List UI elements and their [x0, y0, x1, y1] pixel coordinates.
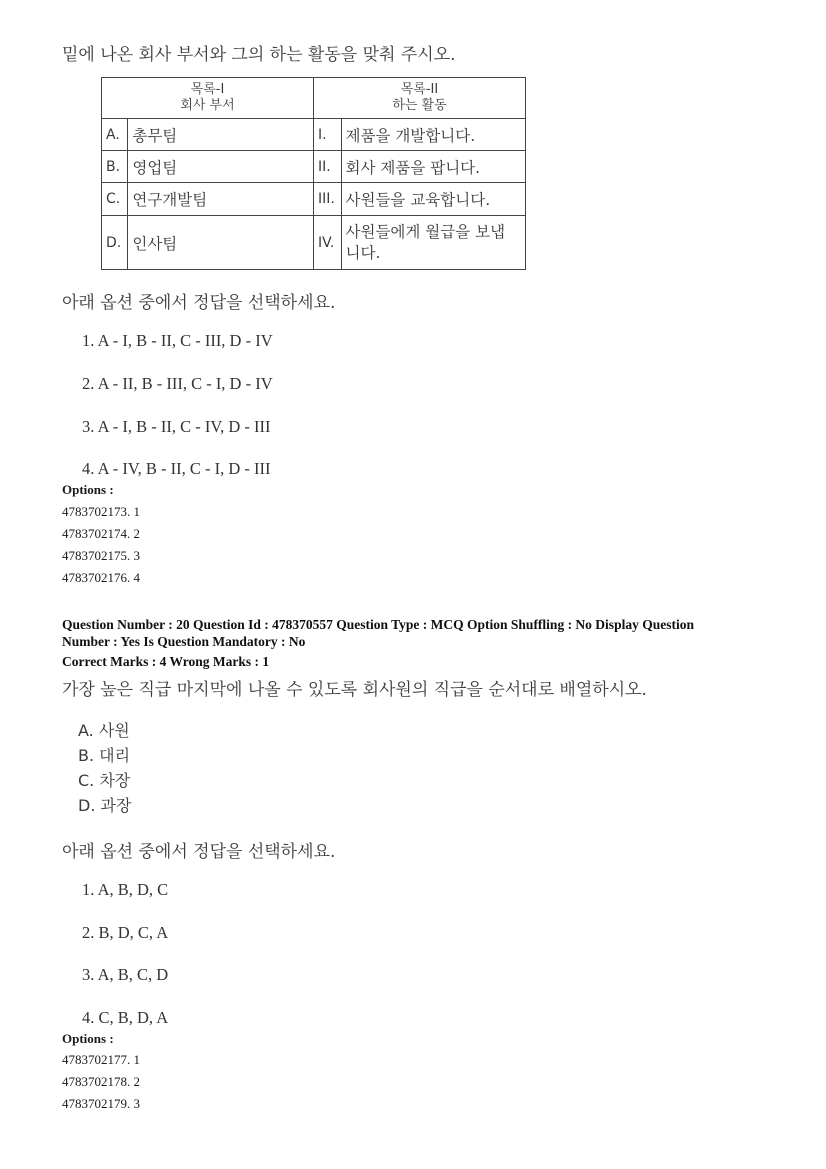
q19-option-id-4: 4783702176. 4	[62, 570, 140, 585]
q20-option-id-1: 4783702177. 1	[62, 1052, 140, 1067]
q20-meta-line3: Correct Marks : 4 Wrong Marks : 1	[62, 654, 270, 669]
q20-item-c: C. 차장	[78, 771, 131, 790]
q20-choice-4: 4. C, B, D, A	[82, 1008, 169, 1027]
table-col2-header	[314, 78, 526, 119]
q19-instruction: 아래 옵션 중에서 정답을 선택하세요.	[62, 293, 336, 313]
q19-match-table	[101, 77, 526, 270]
row-label-a: A.	[102, 119, 128, 151]
col1-header-text: 목록-I	[190, 82, 225, 97]
row-label-iv: IV.	[314, 216, 342, 270]
q20-item-d: D. 과장	[78, 796, 132, 815]
row-label-b: B.	[102, 151, 128, 183]
col2-sub-text: 하는 활동	[392, 98, 447, 113]
row-label-ii: II.	[314, 151, 342, 183]
q20-instruction: 아래 옵션 중에서 정답을 선택하세요.	[62, 842, 336, 862]
row-label-d: D.	[102, 216, 128, 270]
table-row	[102, 183, 526, 216]
row-label-iii: III.	[314, 183, 342, 216]
q20-choice-2: 2. B, D, C, A	[82, 923, 169, 942]
row-activity: 회사 제품을 팝니다.	[341, 151, 525, 183]
row-label-i: I.	[314, 119, 342, 151]
q19-choice-3: 3. A - I, B - II, C - IV, D - III	[82, 417, 271, 436]
table-row	[102, 151, 526, 183]
table-col1-header	[102, 78, 314, 119]
row-dept: 인사팀	[128, 216, 314, 270]
q19-choice-2: 2. A - II, B - III, C - I, D - IV	[82, 374, 273, 393]
q19-prompt: 밑에 나온 회사 부서와 그의 하는 활동을 맞춰 주시오.	[62, 45, 456, 65]
q20-meta-line2: Number : Yes Is Question Mandatory : No	[62, 634, 306, 649]
row-activity: 사원들을 교육합니다.	[341, 183, 525, 216]
table-row	[102, 119, 526, 151]
table-row	[102, 216, 526, 270]
q20-item-a: A. 사원	[78, 721, 130, 740]
q19-choice-1: 1. A - I, B - II, C - III, D - IV	[82, 331, 273, 350]
q20-option-id-3: 4783702179. 3	[62, 1096, 140, 1111]
q19-option-id-2: 4783702174. 2	[62, 526, 140, 541]
q20-option-id-2: 4783702178. 2	[62, 1074, 140, 1089]
row-activity: 제품을 개발합니다.	[341, 119, 525, 151]
row-dept: 총무팀	[128, 119, 314, 151]
col1-sub-text: 회사 부서	[180, 98, 235, 113]
row-activity-line1: 사원들에게 월급을 보냅	[345, 222, 506, 241]
q19-choice-4: 4. A - IV, B - II, C - I, D - III	[82, 459, 271, 478]
q19-options-label: Options :	[62, 482, 114, 497]
q20-choice-3: 3. A, B, C, D	[82, 965, 169, 984]
row-dept: 영업팀	[128, 151, 314, 183]
row-label-c: C.	[102, 183, 128, 216]
q20-choice-1: 1. A, B, D, C	[82, 880, 169, 899]
q19-option-id-1: 4783702173. 1	[62, 504, 140, 519]
q20-item-b: B. 대리	[78, 746, 131, 765]
row-activity	[341, 216, 525, 270]
q19-option-id-3: 4783702175. 3	[62, 548, 140, 563]
row-dept: 연구개발팀	[128, 183, 314, 216]
q20-meta-line1: Question Number : 20 Question Id : 478370557 Question Type : MCQ Option Shuffling : No Display Question	[62, 617, 694, 632]
q20-options-label: Options :	[62, 1031, 114, 1046]
col2-header-text: 목록-II	[400, 82, 439, 97]
q20-prompt: 가장 높은 직급 마지막에 나올 수 있도록 회사원의 직급을 순서대로 배열하시오.	[62, 680, 647, 700]
row-activity-line2: 니다.	[345, 243, 381, 262]
